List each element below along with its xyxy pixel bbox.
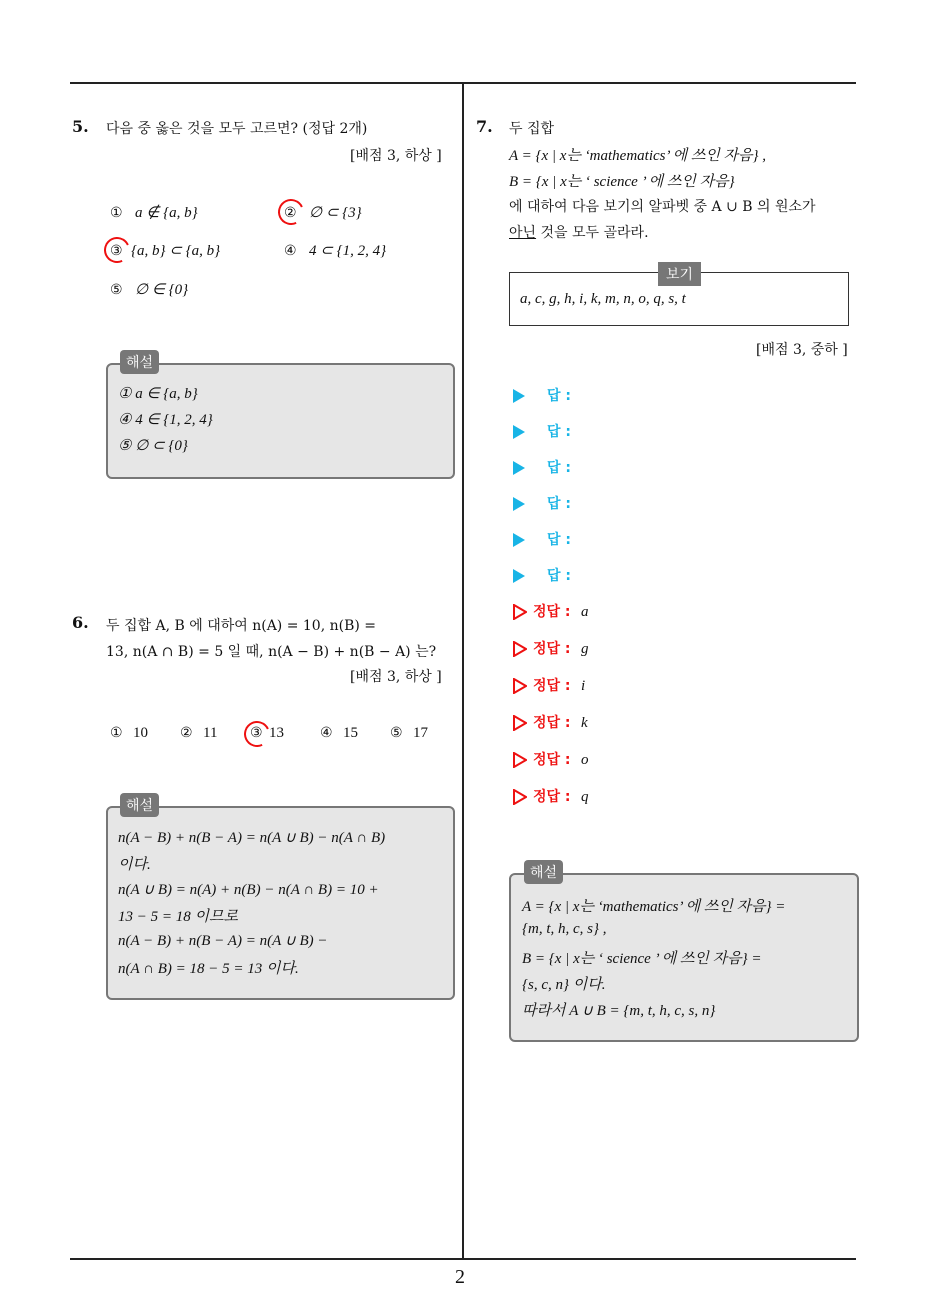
q5-explanation-line: ④ 4 ∈ {1, 2, 4}: [118, 412, 213, 428]
correct-answer-row: [513, 712, 588, 732]
q6-explanation-line: n(A ∩ B) = 18 − 5 = 13 이다.: [118, 961, 299, 977]
q5-number: 5.: [72, 117, 89, 136]
q7-question-line2: A = {x | x는 ‘mathematics’ 에 쓰인 자음} ,: [509, 148, 767, 164]
correct-label: 정답 :: [533, 789, 571, 805]
option-text: 13: [269, 725, 285, 741]
play-icon: [513, 461, 525, 475]
column-divider: [462, 84, 464, 1259]
q6-explanation-line: 13 − 5 = 18 이므로: [118, 909, 238, 925]
option-text: a ∉ {a, b}: [135, 205, 198, 221]
q7-question-line3: B = {x | x는 ‘ science ’ 에 쓰인 자음}: [509, 174, 735, 190]
correct-answer-row: [513, 601, 588, 621]
correct-label: 정답 :: [533, 641, 571, 657]
correct-value: k: [580, 715, 588, 731]
option-mark: ⑤: [110, 282, 123, 298]
option-text: ∅ ⊂ {3}: [309, 205, 362, 221]
q7-number: 7.: [476, 117, 493, 136]
q6-question-line1: 두 집합 A, B 에 대하여 n(A) = 10, n(B) =: [106, 618, 377, 634]
correct-value: i: [580, 678, 586, 694]
answer-label: 답 :: [547, 532, 571, 548]
option-mark: ④: [284, 243, 297, 259]
option-mark: ②: [284, 205, 297, 221]
q5-explanation-tag: 해설: [120, 350, 159, 374]
q7-explanation-line: B = {x | x는 ‘ science ’ 에 쓰인 자음} =: [522, 951, 762, 967]
answer-label: 답 :: [547, 460, 571, 476]
option-text: ∅ ∈ {0}: [135, 282, 189, 298]
option-text: {a, b} ⊂ {a, b}: [131, 243, 221, 259]
option-mark: ③: [110, 243, 123, 259]
outline-triangle-icon: [513, 678, 527, 694]
answer-blank-row[interactable]: [513, 493, 571, 513]
q7-explanation-line: A = {x | x는 ‘mathematics’ 에 쓰인 자음} =: [522, 899, 786, 915]
correct-value: a: [580, 604, 589, 620]
answer-label: 답 :: [547, 568, 571, 584]
q6-option-4[interactable]: [320, 725, 358, 742]
option-mark: ①: [110, 205, 123, 221]
option-text: 15: [343, 725, 359, 741]
answer-circle-mark: [274, 195, 307, 228]
q5-explanation-line: ① a ∈ {a, b}: [118, 386, 198, 402]
answer-circle-mark: [240, 717, 273, 750]
play-icon: [513, 569, 525, 583]
q6-option-1[interactable]: [110, 725, 148, 742]
answer-blank-row[interactable]: [513, 457, 571, 477]
option-mark: ⑤: [390, 725, 403, 741]
line-text: 것을 모두 골라라.: [536, 225, 649, 241]
correct-answer-row: [513, 786, 588, 806]
outline-triangle-icon: [513, 641, 527, 657]
play-icon: [513, 497, 525, 511]
q6-number: 6.: [72, 613, 89, 632]
correct-label: 정답 :: [533, 715, 571, 731]
option-mark: ③: [250, 725, 263, 741]
answer-circle-mark: [100, 233, 133, 266]
q6-option-2[interactable]: [180, 725, 217, 742]
q6-explanation-line: n(A − B) + n(B − A) = n(A ∪ B) −: [118, 933, 328, 949]
q7-explanation-line: 따라서 A ∪ B = {m, t, h, c, s, n}: [522, 1003, 716, 1019]
q7-question-line4: 에 대하여 다음 보기의 알파벳 중 A ∪ B 의 원소가: [509, 199, 816, 215]
option-text: 11: [203, 725, 218, 741]
q7-explanation-tag: 해설: [524, 860, 563, 884]
q6-option-5[interactable]: [390, 725, 428, 742]
correct-answer-row: [513, 638, 588, 658]
q6-score: [배점 3, 하상 ]: [350, 669, 442, 685]
q7-explanation-line: {s, c, n} 이다.: [522, 977, 606, 993]
page-number: 2: [455, 1266, 465, 1288]
q7-score: [배점 3, 중하 ]: [756, 342, 848, 358]
emphasis-underline: 아닌: [509, 225, 537, 241]
play-icon: [513, 533, 525, 547]
correct-label: 정답 :: [533, 604, 571, 620]
option-mark: ②: [180, 725, 193, 741]
answer-blank-row[interactable]: [513, 565, 571, 585]
play-icon: [513, 425, 525, 439]
answer-label: 답 :: [547, 388, 571, 404]
q5-explanation-line: ⑤ ∅ ⊂ {0}: [118, 438, 188, 454]
q5-question: 다음 중 옳은 것을 모두 고르면? (정답 2개): [106, 121, 368, 137]
correct-label: 정답 :: [533, 752, 571, 768]
answer-blank-row[interactable]: [513, 421, 571, 441]
outline-triangle-icon: [513, 752, 527, 768]
q7-bogi-tag: 보기: [658, 262, 701, 286]
q5-score: [배점 3, 하상 ]: [350, 148, 442, 164]
q6-explanation-line: n(A − B) + n(B − A) = n(A ∪ B) − n(A ∩ B): [118, 830, 386, 846]
play-icon: [513, 389, 525, 403]
outline-triangle-icon: [513, 715, 527, 731]
answer-label: 답 :: [547, 496, 571, 512]
q6-explanation-tag: 해설: [120, 793, 159, 817]
correct-value: o: [580, 752, 589, 768]
correct-answer-row: [513, 675, 585, 695]
option-text: 4 ⊂ {1, 2, 4}: [309, 243, 387, 259]
q5-option-1[interactable]: [110, 203, 198, 222]
option-mark: ④: [320, 725, 333, 741]
option-text: 17: [413, 725, 429, 741]
bottom-rule: [70, 1258, 856, 1260]
outline-triangle-icon: [513, 789, 527, 805]
q6-explanation-line: n(A ∪ B) = n(A) + n(B) − n(A ∩ B) = 10 +: [118, 882, 379, 898]
q7-question-line5: [509, 222, 649, 242]
q5-option-4[interactable]: [284, 241, 386, 260]
q6-question-line2: 13, n(A ∩ B) = 5 일 때, n(A − B) + n(B − A) 는?: [106, 644, 437, 660]
q7-bogi-content: a, c, g, h, i, k, m, n, o, q, s, t: [520, 291, 686, 307]
q5-option-5[interactable]: [110, 280, 188, 299]
correct-label: 정답 :: [533, 678, 571, 694]
answer-label: 답 :: [547, 424, 571, 440]
correct-value: g: [580, 641, 589, 657]
option-mark: ①: [110, 725, 123, 741]
answer-blank-row[interactable]: [513, 385, 571, 405]
answer-blank-row[interactable]: [513, 529, 571, 549]
correct-value: q: [580, 789, 589, 805]
q7-explanation-line: {m, t, h, c, s} ,: [522, 921, 607, 937]
q7-question-line1: 두 집합: [509, 121, 555, 137]
q6-explanation-line: 이다.: [118, 857, 151, 873]
outline-triangle-icon: [513, 604, 527, 620]
option-text: 10: [133, 725, 149, 741]
correct-answer-row: [513, 749, 588, 769]
